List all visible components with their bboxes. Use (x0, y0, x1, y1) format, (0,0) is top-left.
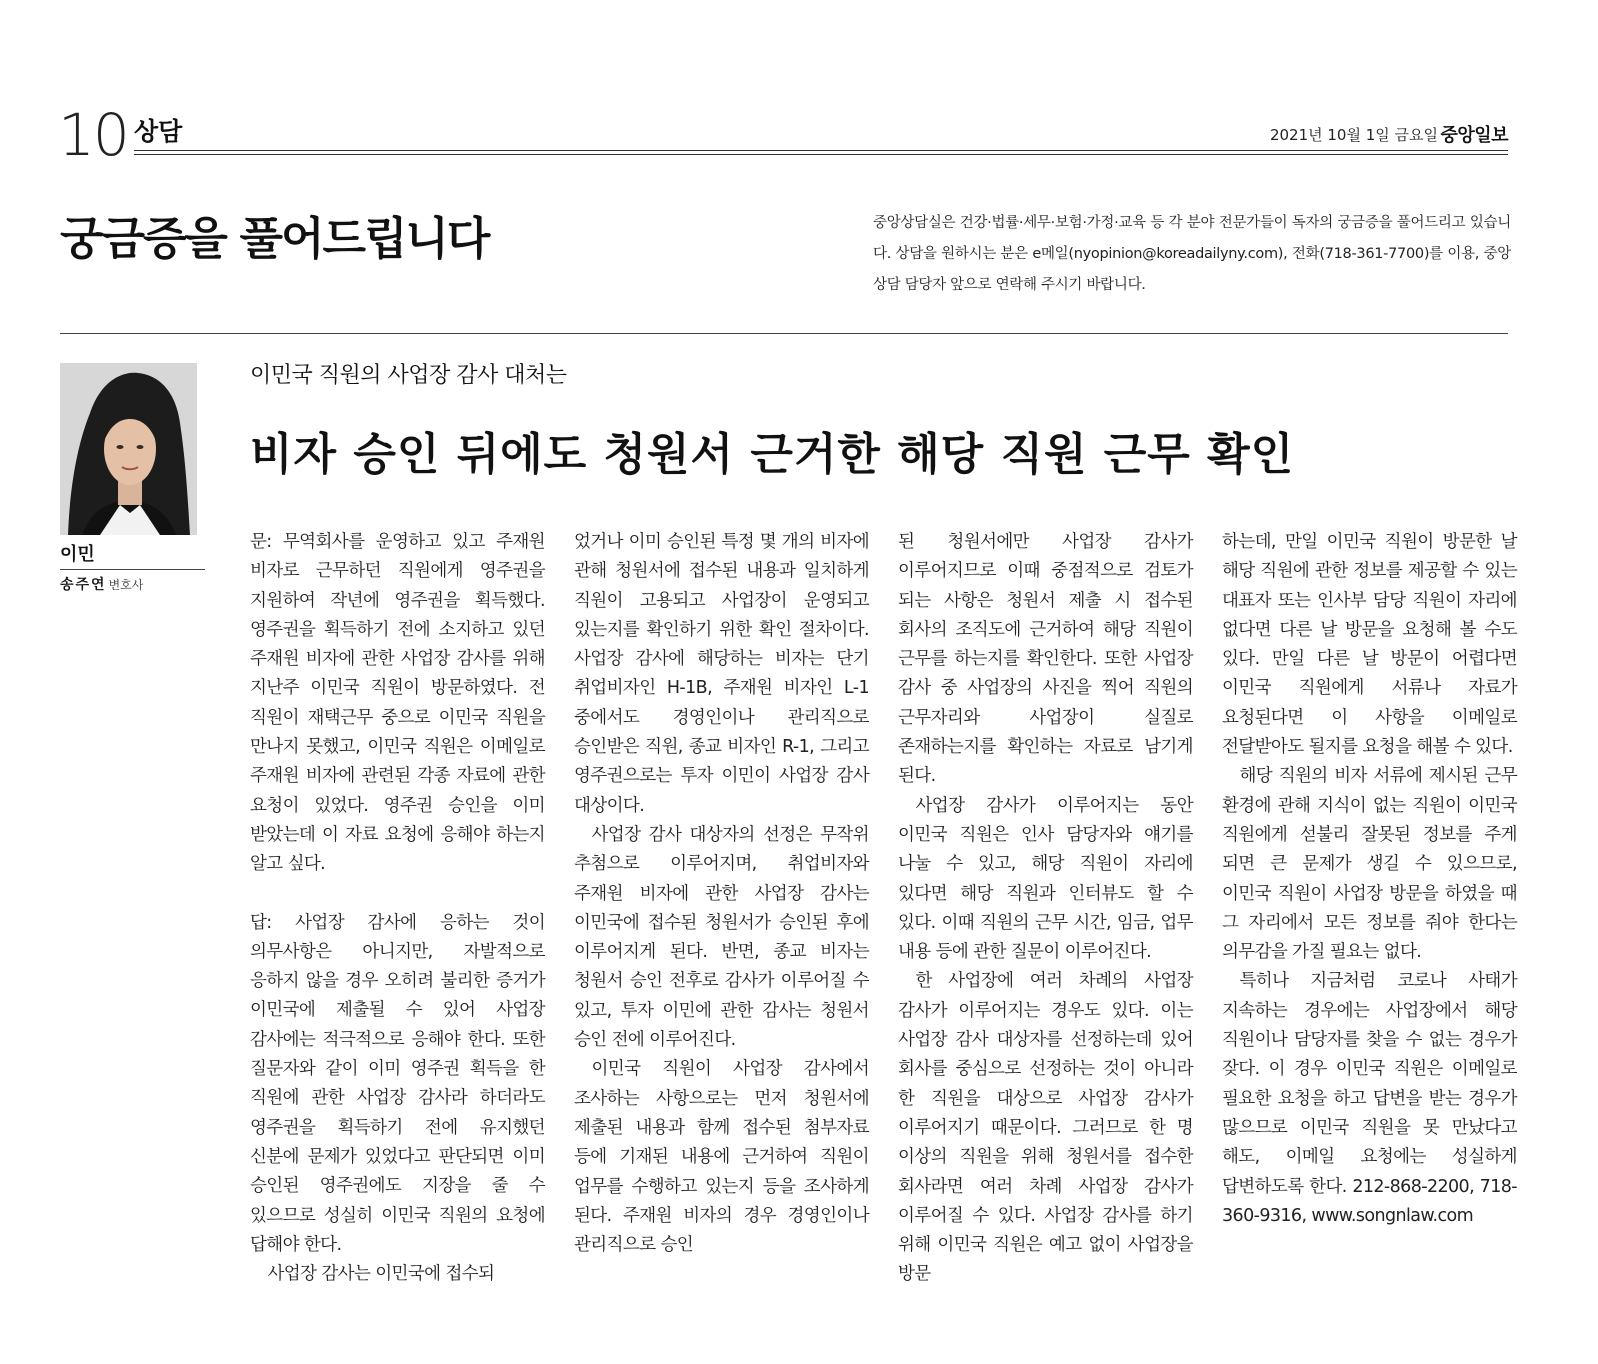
article-paragraph: 사업장 감사 대상자의 선정은 무작위 추첨으로 이루어지며, 취업비자와 주재원 비자에 관한 사업장 감사는 이민국에 접수된 청원서가 승인된 후에 이루어지게 된다. 반면, 종교 비자는 청원서 승인 전후로 감사가 이루어질 수 있고, 투자 이민에 관한 감사는 청원서 승인 전에 이루어진다. (574, 824, 869, 1051)
header-divider (134, 150, 1508, 155)
article-subhead: 이민국 직원의 사업장 감사 대처는 (250, 363, 567, 388)
author-role: 변호사 (108, 578, 144, 592)
article-paragraph: 이민국 직원이 사업장 감사에서 조사하는 사항으로는 먼저 청원서에 제출된 내용과 함께 접수된 첨부자료 등에 기재된 내용에 근거하여 직원이 업무를 수행하고 있는지 등을 조사하게 된다. 주재원 비자의 경우 경영인이나 관리직으로 승인 (574, 1059, 869, 1256)
article-paragraph: 사업장 감사는 이민국에 접수되 (267, 1264, 495, 1285)
article-paragraph: 었거나 이미 승인된 특정 몇 개의 비자에 관해 청원서에 접수된 내용과 일치하게 직원이 고용되고 사업장이 운영되고 있는지를 확인하기 위한 확인 절차이다. 사업장 감사에 해당하는 비자는 단기 취업비자인 H-1B, 주재원 비자인 L-1 중에서도 경영인이나 관리직으로 승인받은 직원, 종교 비자인 R-1, 그리고 영주권으로는 투자 이민이 사업장 감사 대상이다. (574, 532, 869, 816)
article-paragraph: 해당 직원의 비자 서류에 제시된 근무 환경에 관해 지식이 없는 직원이 이민국 직원에게 섣불리 잘못된 정보를 주게 되면 큰 문제가 생길 수 있으므로, 이민국 직원이 사업장 방문을 하였을 때 그 자리에서 모든 정보를 줘야 한다는 의무감을 가질 필요는 없다. (1222, 766, 1517, 963)
section-title: 상담 (134, 117, 183, 146)
article-paragraph: 특히나 지금처럼 코로나 사태가 지속하는 경우에는 사업장에서 해당 직원이나 담당자를 찾을 수 없는 경우가 잦다. 이 경우 이민국 직원은 이메일로 필요한 요청을 하고 답변을 받는 경우가 많으므로 이민국 직원을 못 만났다고 해도, 이메일 요청에는 성실하게 답변하도록 한다. 212-868-2200, 718-360-9316, www.songnlaw.com (1222, 971, 1517, 1226)
article-column-1 (250, 528, 545, 1289)
issue-date: 2021년 10월 1일 금요일 (1269, 126, 1438, 144)
article-paragraph: 문: 무역회사를 운영하고 있고 주재원 비자로 근무하던 직원에게 영주권을 지원하여 작년에 영주권을 획득했다. 영주권을 획득하기 전에 소지하고 있던 주재원 비자에 관한 사업장 감사를 위해 지난주 이민국 직원이 방문하였다. 전 직원이 재택근무 중으로 이민국 직원을 만나지 못했고, 이민국 직원은 이메일로 주재원 비자에 관련된 각종 자료에 관한 요청이 있었다. 영주권 승인을 이미 받았는데 이 자료 요청에 응해야 하는지 알고 싶다. (250, 532, 545, 875)
author-byline (60, 574, 143, 594)
article-headline: 비자 승인 뒤에도 청원서 근거한 해당 직원 근무 확인 (250, 429, 1295, 480)
article-paragraph: 한 사업장에 여러 차례의 사업장 감사가 이루어지는 경우도 있다. 이는 사업장 감사 대상자를 선정하는데 있어 회사를 중심으로 선정하는 것이 아니라 한 직원을 대상으로 사업장 감사가 이루어지기 때문이다. 그러므로 한 명 이상의 직원을 위해 청원서를 접수한 회사라면 여러 차례 사업장 감사가 이루어질 수 있다. 사업장 감사를 하기 위해 이민국 직원은 예고 없이 사업장을 방문 (898, 971, 1193, 1285)
banner-title: 궁금증을 풀어드립니다 (60, 212, 489, 265)
banner-intro: 중앙상담실은 건강·법률·세무·보험·가정·교육 등 각 분야 전문가들이 독자의 궁금증을 풀어드리고 있습니다. 상담을 원하시는 분은 e메일(nyopinion@koreadailyny.com), 전화(718-361-7700)를 이용, 중앙상담 담당자 앞으로 연락해 주시기 바랍니다. (873, 215, 1511, 293)
author-name: 송주연 (60, 577, 107, 593)
article-column-2 (574, 528, 869, 1260)
article-paragraph: 답: 사업장 감사에 응하는 것이 의무사항은 아니지만, 자발적으로 응하지 않을 경우 오히려 불리한 증거가 이민국에 제출될 수 있어 사업장 감사에는 적극적으로 응해야 한다. 또한 질문자와 같이 이미 영주권 획득을 한 직원에 관한 사업장 감사라 하더라도 영주권을 획득하기 전에 유지했던 신분에 문제가 있었다고 판단되면 이미 승인된 영주권에도 지장을 줄 수 있으므로 성실히 이민국 직원의 요청에 답해야 한다. (250, 912, 545, 1255)
article-column-4 (1222, 528, 1517, 1231)
page-number: 10 (58, 101, 128, 169)
banner-divider (60, 333, 1508, 334)
article-paragraph: 하는데, 만일 이민국 직원이 방문한 날 해당 직원에 관한 정보를 제공할 수 있는 대표자 또는 인사부 담당 직원이 자리에 없다면 다른 날 방문을 요청해 볼 수도 있다. 만일 다른 날 방문이 어렵다면 이민국 직원에게 서류나 자료가 요청된다면 이 사항을 이메일로 전달받아도 될지를 요청을 해볼 수 있다. (1222, 532, 1517, 758)
newspaper-logo: 중앙일보 (1440, 125, 1508, 146)
portrait-image (60, 363, 197, 535)
author-divider (60, 569, 205, 570)
author-category: 이민 (60, 544, 95, 565)
article-paragraph: 된 청원서에만 사업장 감사가 이루어지므로 이때 중점적으로 검토가 되는 사항은 청원서 제출 시 접수된 회사의 조직도에 근거하여 해당 직원이 근무를 하는지를 확인한다. 또한 사업장 감사 중 사업장의 사진을 찍어 직원의 근무자리와 사업장이 실질로 존재하는지를 확인하는 자료로 남기게 된다. (898, 532, 1193, 787)
article-paragraph: 사업장 감사가 이루어지는 동안 이민국 직원은 인사 담당자와 얘기를 나눌 수 있고, 해당 직원이 자리에 있다면 해당 직원과 인터뷰도 할 수 있다. 이때 직원의 근무 시간, 임금, 업무 내용 등에 관한 질문이 이루어진다. (898, 795, 1193, 963)
article-column-3 (898, 528, 1193, 1290)
author-photo (60, 363, 197, 535)
